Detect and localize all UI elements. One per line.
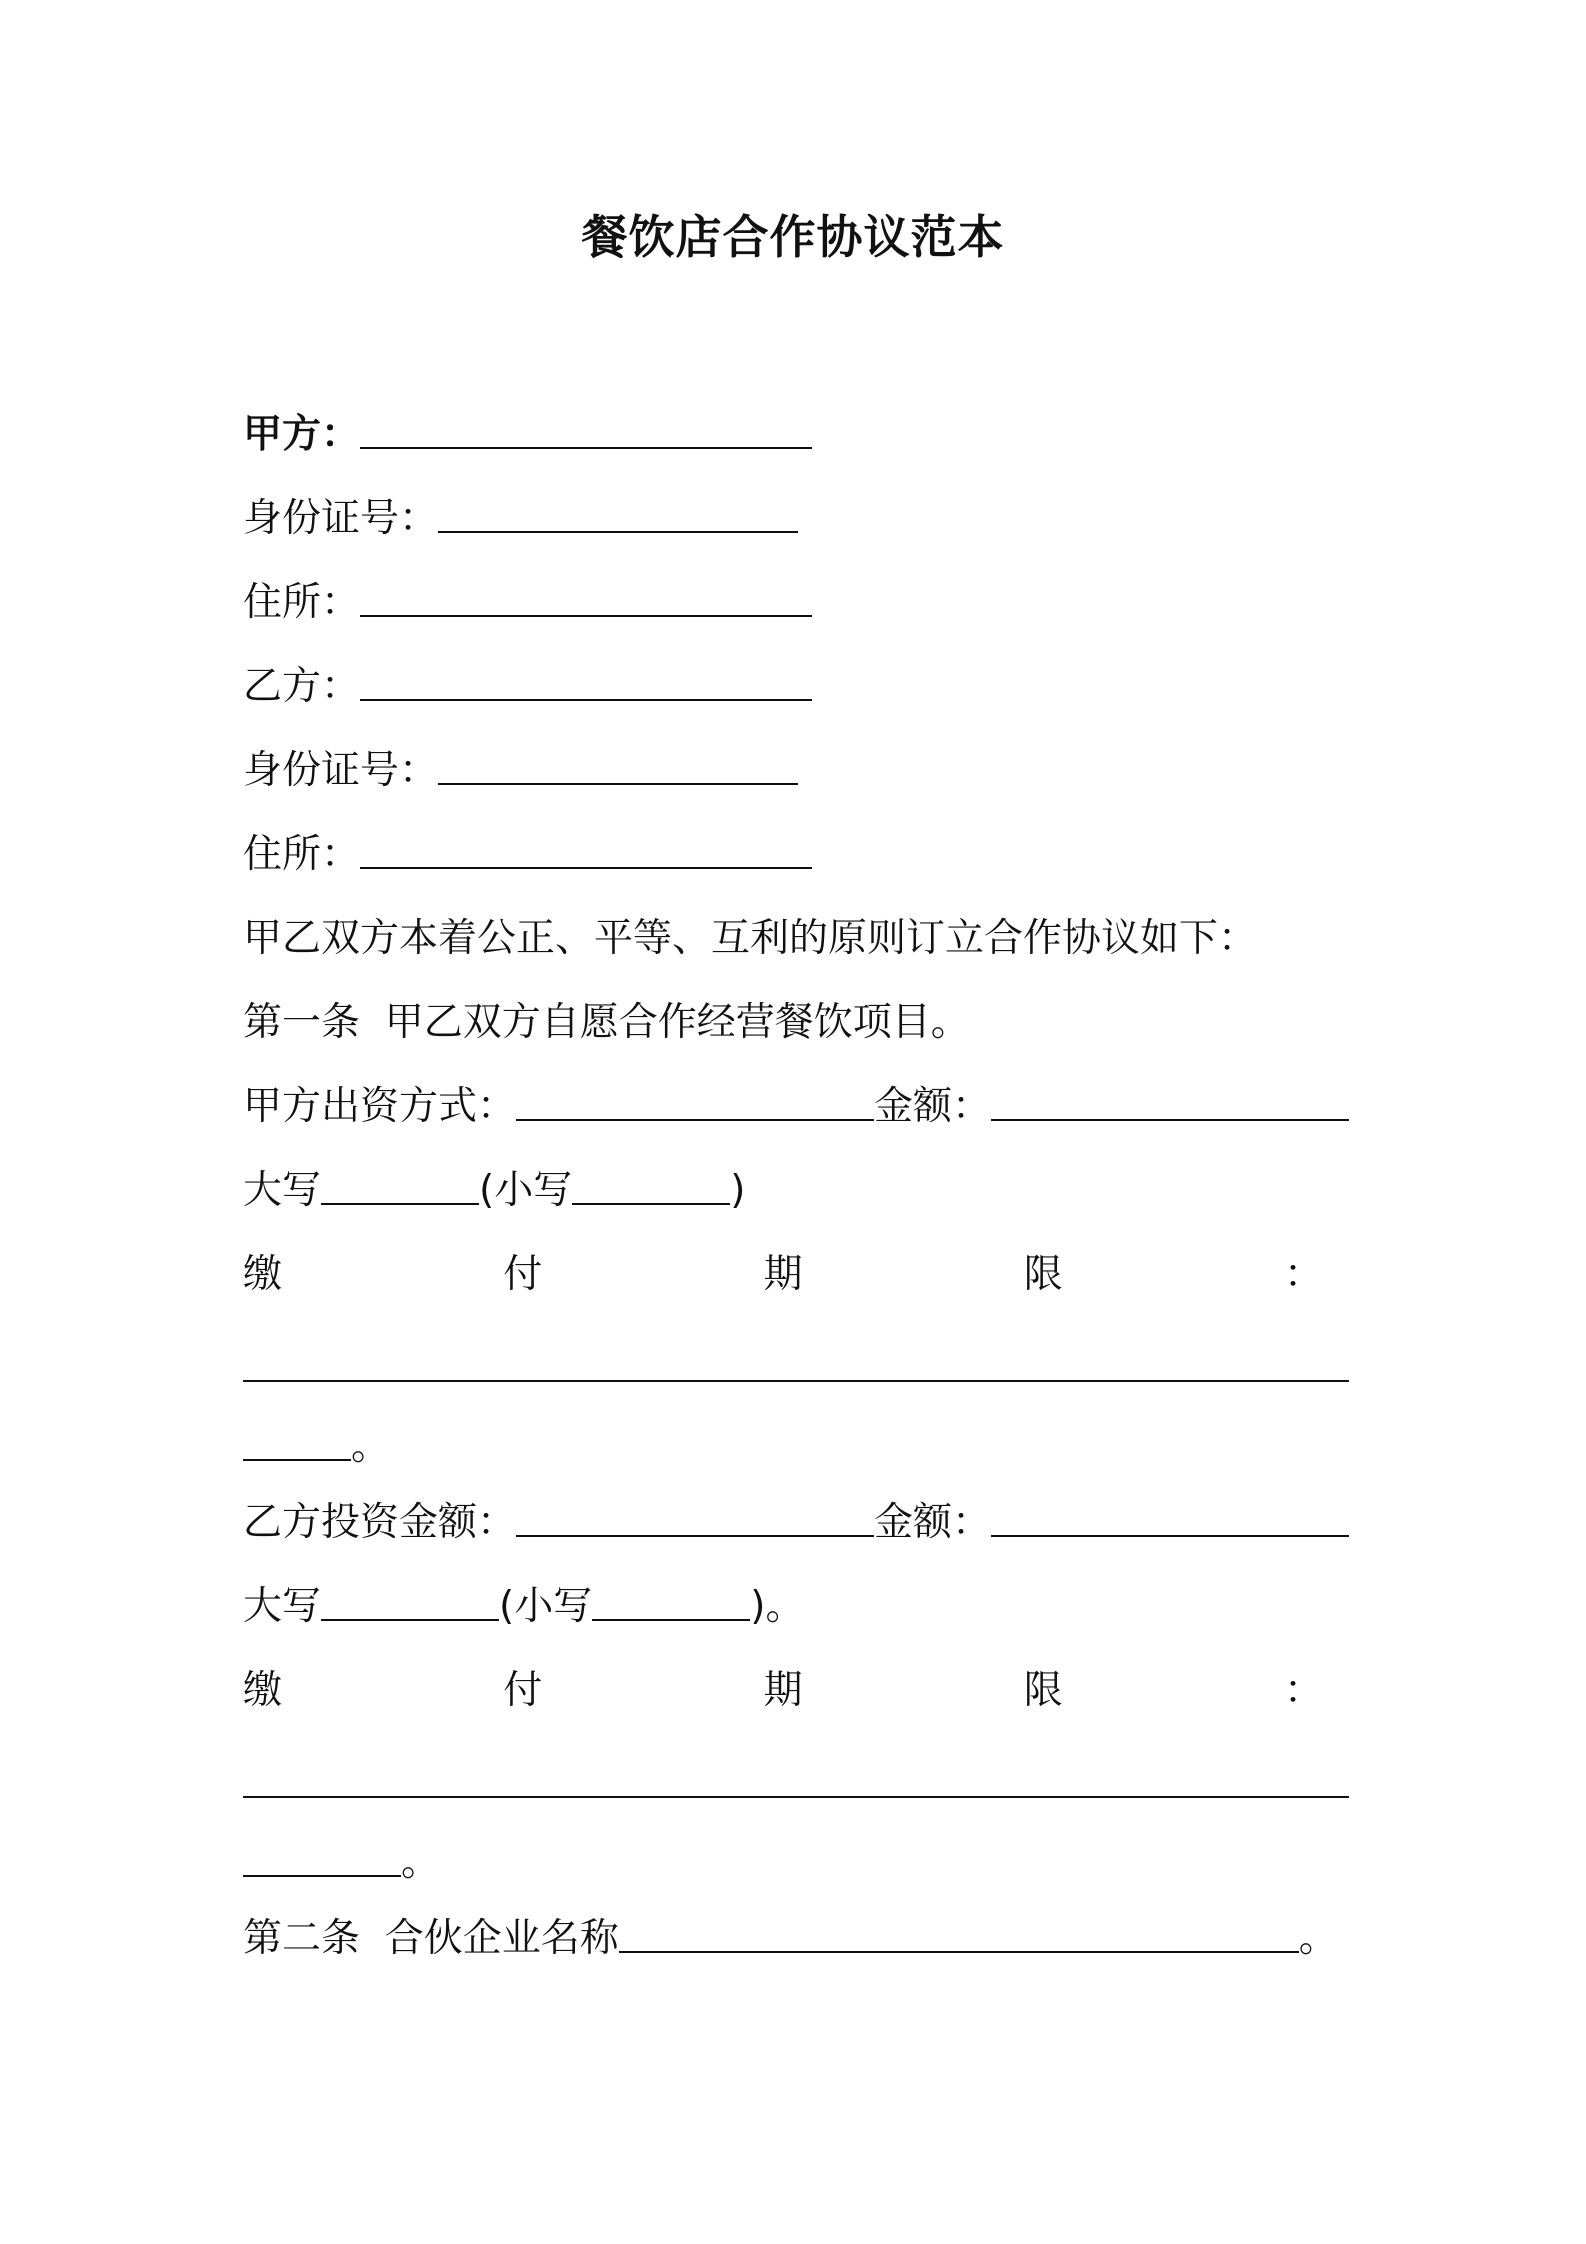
party-b-pay-period-tail-line — [243, 1840, 440, 1887]
party-b-amount-label: 金额： — [874, 1500, 992, 1545]
party-a-amount-blank[interactable] — [991, 1115, 1349, 1121]
pay-period-char: 期 — [763, 1668, 803, 1713]
pay-period-char: 限 — [1023, 1252, 1063, 1297]
party-a-pay-period-blank[interactable] — [243, 1380, 1349, 1382]
pay-period-char: 期 — [763, 1252, 803, 1297]
party-a-line — [243, 412, 812, 459]
pay-period-char: 付 — [503, 1252, 543, 1297]
party-b-invest-label: 乙方投资金额： — [243, 1500, 517, 1545]
party-a-address-line — [243, 580, 812, 627]
party-a-address-label: 住所： — [243, 580, 361, 625]
party-b-id-blank[interactable] — [438, 779, 798, 785]
party-a-contribution-label: 甲方出资方式： — [243, 1084, 517, 1129]
article-2-line — [243, 1916, 1338, 1963]
article-1-heading: 第一条 甲乙双方自愿合作经营餐饮项目。 — [243, 1000, 970, 1045]
pay-period-char: 付 — [503, 1668, 543, 1713]
party-b-name-blank[interactable] — [360, 695, 812, 701]
party-a-pay-period-tail-line — [243, 1424, 390, 1471]
party-a-small-open: (小写 — [479, 1168, 573, 1213]
party-b-invest-line — [243, 1500, 1349, 1547]
party-a-amount-label: 金额： — [874, 1084, 992, 1129]
pay-period-char: ： — [1283, 1252, 1323, 1297]
party-b-small-close: )。 — [750, 1584, 805, 1629]
party-b-invest-blank[interactable] — [516, 1531, 874, 1537]
party-b-address-label: 住所： — [243, 832, 361, 877]
party-b-small-blank[interactable] — [592, 1615, 750, 1621]
pay-period-char: 缴 — [243, 1668, 283, 1713]
party-a-capital-blank[interactable] — [321, 1199, 479, 1205]
party-b-id-label: 身份证号： — [243, 748, 439, 793]
party-a-address-blank[interactable] — [360, 611, 812, 617]
party-a-capital-label: 大写 — [243, 1168, 322, 1213]
party-b-label: 乙方： — [243, 664, 361, 709]
party-a-id-blank[interactable] — [438, 527, 798, 533]
party-a-pay-period-end: 。 — [351, 1424, 391, 1469]
party-b-line — [243, 664, 812, 711]
party-b-pay-period-end: 。 — [401, 1840, 441, 1885]
party-a-label: 甲方： — [243, 412, 361, 457]
article-2-end: 。 — [1298, 1916, 1338, 1961]
party-b-pay-period-label — [243, 1668, 1323, 1715]
party-a-small-close: ) — [730, 1168, 746, 1213]
party-a-pay-period-blank-tail[interactable] — [243, 1455, 351, 1461]
party-b-address-blank[interactable] — [360, 863, 812, 869]
partnership-name-blank[interactable] — [619, 1947, 1299, 1953]
party-b-amount-blank[interactable] — [991, 1531, 1349, 1537]
party-b-capital-blank[interactable] — [321, 1615, 499, 1621]
party-a-id-line — [243, 496, 798, 543]
party-b-pay-period-blank[interactable] — [243, 1796, 1349, 1798]
party-a-id-label: 身份证号： — [243, 496, 439, 541]
preamble: 甲乙双方本着公正、平等、互利的原则订立合作协议如下： — [243, 916, 1258, 961]
party-b-small-open: (小写 — [499, 1584, 593, 1629]
article-2-heading: 第二条 合伙企业名称 — [243, 1916, 619, 1961]
pay-period-char: ： — [1283, 1668, 1323, 1713]
pay-period-char: 限 — [1023, 1668, 1063, 1713]
party-a-name-blank[interactable] — [360, 443, 812, 449]
party-a-contribution-blank[interactable] — [516, 1115, 874, 1121]
party-a-capital-line — [243, 1168, 745, 1215]
party-a-pay-period-label — [243, 1252, 1323, 1299]
party-b-address-line — [243, 832, 812, 879]
document-title: 餐饮店合作协议范本 — [581, 210, 1005, 264]
party-b-capital-line — [243, 1584, 804, 1631]
party-b-capital-label: 大写 — [243, 1584, 322, 1629]
party-a-small-blank[interactable] — [572, 1199, 730, 1205]
party-b-id-line — [243, 748, 798, 795]
party-a-contribution-line — [243, 1084, 1349, 1131]
party-b-pay-period-blank-tail[interactable] — [243, 1871, 401, 1877]
pay-period-char: 缴 — [243, 1252, 283, 1297]
